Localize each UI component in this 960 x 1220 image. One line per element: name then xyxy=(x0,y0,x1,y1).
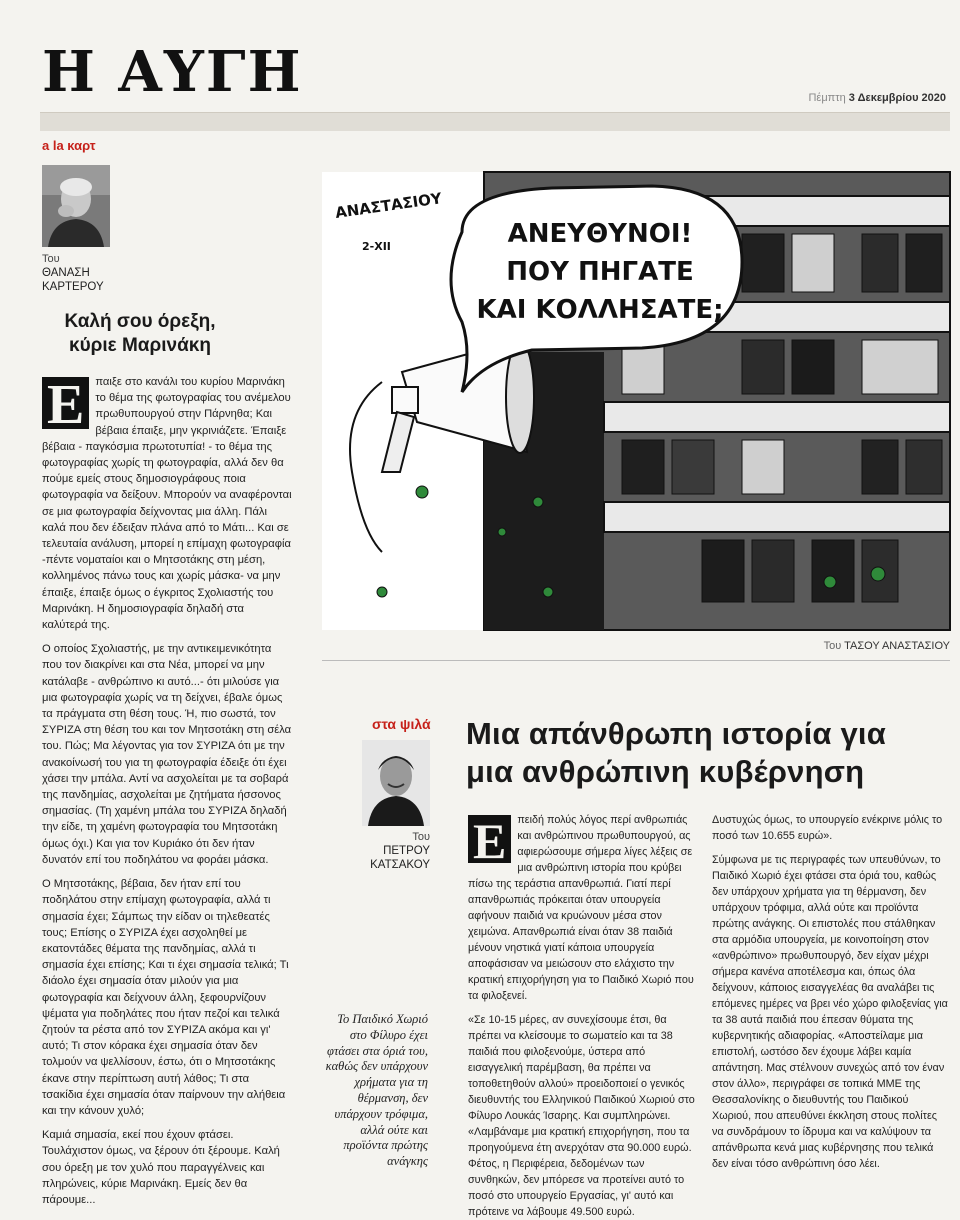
dateline-day: Πέμπτη xyxy=(808,92,846,104)
cartoon xyxy=(322,172,950,630)
headline-left-line2: κύριε Μαρινάκη xyxy=(69,335,211,356)
author-first-name: ΠΕΤΡΟΥ xyxy=(383,845,430,857)
article-right-col1 xyxy=(468,812,696,1218)
paragraph: παιξε στο κανάλι του κυρίου Μαρινάκη το θέμα της φωτογραφίας του ανέμελου πρωθυπουργού στην Πάρνηθα; Και βέβαια έπαιξε, μην γκρινιάζετε. Έπαιξε βέβαια - παγκόσμια πρωτοτυπία! - το θέμα της φωτογραφίας χωρίς τη φωτογραφία, αλλά δεν θα πούμε εμείς στους δημοσιογράφους ποια φωτογραφία να δείξουν. Μπορούν να αναφέρονται σε μια φωτογραφία δείχνοντας μια άλλη. Πάλι καλά που δεν έδειξαν πλάνα από το Μάτι... Και σε τελευταία ανάλυση, μπορεί η επίμαχη φωτογραφία -πέντε νοματαίοι και ο Μητσοτάκης στη μέση, κολλημένος πάνω τους και χωρίς μάσκα- να μην έπαιξε, έπαιξε όμως ο έγκριτος Σχολιαστής του Μαρινάκη. Η δημοσιογραφία δηλαδή στα καλύτερά της. xyxy=(42,376,292,632)
paragraph: Ο Μητσοτάκης, βέβαια, δεν ήταν επί του ποδηλάτου στην επίμαχη φωτογραφία, αλλά τι σημασία έχει; Σάμπως την είδαν οι τηλεθεατές τους; Επίσης ο ΣΥΡΙΖΑ έχει ασχοληθεί με εκατοντάδες θέματα της πανδημίας, αλλά τι σημασία έχει επίσης; Και τι έχει σημασία τελικά; Τι διάολο έχει σημασία όταν μιλούν για μια φωτογραφία και δείχνουν άλλη, ξεφουρνίζουν ψέματα για ποδηλάτες που ήταν πεζοί και τελικά ζητούν τα ρέστα από τον ΣΥΡΙΖΑ ακόμα και γι' αυτό; Τι στον κόρακα έχει σημασία όταν δεν τολμούν να ψελλίσουν, έστω, ότι ο Μητσοτάκης έκανε στην περίπτωση αυτή λάθος; Τι στα τσακίδια έχει σημασία όταν παίρνουν την αλήθεια και την κάνουν χυλό; xyxy=(42,878,289,1117)
pull-quote: Το Παιδικό Χωριό στο Φίλυρο έχει φτάσει στα όριά του, καθώς δεν υπάρχουν χρήματα για τη θέρμανση, δεν υπάρχουν τρόφιμα, αλλά ούτε και προϊόντα πρώτης ανάγκης xyxy=(325,1012,428,1169)
masthead-bar xyxy=(40,112,950,131)
section-tag-sta-psila: στα ψιλά xyxy=(372,716,431,732)
paragraph: Δυστυχώς όμως, το υπουργείο ενέκρινε μόλις το ποσό των 10.655 ευρώ». xyxy=(712,814,943,842)
author-last-name: ΚΑΡΤΕΡΟΥ xyxy=(42,281,104,293)
headline-left-line1: Καλή σου όρεξη, xyxy=(64,311,216,332)
headline-right xyxy=(466,715,946,791)
author-last-name: ΚΑΤΣΑΚΟΥ xyxy=(370,859,430,871)
cartoon-drawing xyxy=(322,172,950,630)
dropcap-right: Ε xyxy=(468,815,511,863)
portrait-image xyxy=(42,165,110,247)
section-tag-a-la-kart: a la καρτ xyxy=(42,138,96,153)
paragraph: «Σε 10-15 μέρες, αν συνεχίσουμε έτσι, θα πρέπει να κλείσουμε το σωματείο και τα 38 παιδιά που φιλοξενούμε, ύστερα από εισαγγελική παρέμβαση, θα πρέπει να τοποθετηθούν αλλού» προειδοποιεί ο γενικός διευθυντής του Ελληνικού Παιδικού Χωριού στο Φίλυρο Λουκάς Ίσαρης. Και συμπληρώνει. «Λαμβάναμε μια κρατική επιχορήγηση, που τα προηγούμενα έτη ανερχόταν στα 90.000 ευρώ. Φέτος, η Περιφέρεια, δεδομένων των συνθηκών, δεν μπόρεσε να προτείνει αυτό το ποσό στο υπουργείο Εργασίας, γι' αυτό και πρότεινε να λάβουμε 49.500 ευρώ. xyxy=(468,1014,695,1218)
dateline xyxy=(808,92,946,104)
headline-left xyxy=(0,310,280,358)
dropcap-left: Ε xyxy=(42,377,89,429)
author-photo-karteros xyxy=(42,165,110,247)
author-first-name: ΘΑΝΑΣΗ xyxy=(42,267,90,279)
byline-prefix: Του xyxy=(412,831,430,843)
article-right-col2 xyxy=(712,812,948,1182)
cartoon-credit xyxy=(824,640,950,652)
paragraph: Καμιά σημασία, εκεί που έχουν φτάσει. Τουλάχιστον όμως, να ξέρουν ότι ξέρουμε. Καλή σου όρεξη με τον χυλό που παραγγέλνεις και πληρώνεις, κύριε Μαρινάκη. Εμείς δεν θα πάρουμε... xyxy=(42,1129,280,1206)
newspaper-masthead: Η ΑΥΓΗ xyxy=(42,39,303,105)
headline-right-line2: μια ανθρώπινη κυβέρνηση xyxy=(466,754,865,789)
credit-name: ΤΑΣΟΥ ΑΝΑΣΤΑΣΙΟΥ xyxy=(844,640,950,652)
author-photo-katsakos xyxy=(362,740,430,826)
bubble-text-line2: ΠΟΥ ΠΗΓΑΤΕ xyxy=(506,257,694,287)
paragraph: πειδή πολύς λόγος περί ανθρωπιάς και ανθρώπινου πρωθυπουργού, ας αφιερώσουμε σήμερα λίγες λέξεις σε μια ανθρώπινη ιστορία που κρύβει πίσω της τεράστια απανθρωπιά. Γιατί περί απανθρωπιάς πρόκειται όταν υπουργεία αφήνουν παιδιά να κρυώνουν μέσα στον χειμώνα. Απανθρωπιά είναι όταν 38 παιδιά μένουν νηστικά γιατί κάποια υπουργεία αποφάσισαν να μειώσουν στο ελάχιστο την κρατική επιχορήγηση για το Παιδικό Χωριό που τα φιλοξενεί. xyxy=(468,814,694,1002)
headline-right-line1: Μια απάνθρωπη ιστορία για xyxy=(466,716,886,751)
dateline-date: 3 Δεκεμβρίου 2020 xyxy=(848,92,946,104)
byline-katsakos xyxy=(362,830,430,872)
portrait-image xyxy=(362,740,430,826)
paragraph: Σύμφωνα με τις περιγραφές των υπευθύνων, το Παιδικό Χωριό έχει φτάσει στα όριά του, καθώς δεν υπάρχουν χρήματα για τη θέρμανση, δεν υπάρχουν τρόφιμα, αλλά ούτε και προϊόντα πρώτης ανάγκης. Οι επιστολές που στάλθηκαν στα αρμόδια υπουργεία, με κοινοποίηση στον «ανθρώπινο» πρωθυπουργό, δεν είχαν μέχρι σήμερα κανένα αποτέλεσμα και, όπως όλα δείχνουν, κάποιος εισαγγελέας θα αναλάβει τις επόμενες ημέρες να βρει νέο χώρο φιλοξενίας για τα 38 αυτά παιδιά που έπεσαν θύματα της κυβερνητικής αδιαφορίας. «Αποστείλαμε μια επιστολή, ωστόσο δεν έχουμε λάβει καμία απάντηση. Μας στέλνουν συνεχώς από τον έναν στον άλλο», περιγράφει σε τοπικά ΜΜΕ της Θεσσαλονίκης ο διευθυντής του Παιδικού Χωριού, που απευθύνει έκκληση στους πολίτες να συνδράμουν το ίδρυμα και να καλύψουν τα απάνθρωπα κενά μιας κυβέρνησης που τελικά δεν είναι τόσο ανθρώπινη όσο λέει. xyxy=(712,854,948,1170)
byline-prefix: Του xyxy=(42,253,60,265)
cartoonist-signature: ΑΝΑΣΤΑΣΙΟΥ xyxy=(334,189,443,222)
column-left-body xyxy=(42,374,292,1206)
signature-date: 2-ΧΙΙ xyxy=(362,240,391,253)
divider xyxy=(322,660,950,661)
bubble-text-line1: ΑΝΕΥΘΥΝΟΙ! xyxy=(507,219,693,249)
credit-prefix: Του xyxy=(823,640,842,652)
paragraph: Ο οποίος Σχολιαστής, με την αντικειμενικότητα που τον διακρίνει και στα Νέα, μπορεί να μην κατάλαβε - ανθρώπινο κι αυτό...- ότι μιλούσε για μια φωτογραφία χωρίς να τη δείχνει, έβαλε όμως τα πράγματα στη θέση τους. Ή, πιο σωστά, τον ΣΥΡΙΖΑ στη θέση του και τον Μητσοτάκη στη σέλα του. Πώς; Μα λέγοντας για τον ΣΥΡΙΖΑ ότι με την ανακοίνωσή του για τη φωτογραφία έδειξε ότι έχει χάσει την μπάλα. Αντί να ασχολείται με τα σοβαρά της πανδημίας, ασχολείται με ζητήματα ήσσονος σημασίας. (Τη χαμένη μπάλα του ΣΥΡΙΖΑ δηλαδή την είδε, τη χαμένη φωτογραφία του Μητσοτάκη όμως όχι.) Και για τον Κυριάκο ότι δεν ήταν δυνατόν επί του ποδηλάτου να φοράει μάσκα. xyxy=(42,643,292,866)
bubble-text-line3: ΚΑΙ ΚΟΛΛΗΣΑΤΕ; xyxy=(476,295,724,325)
byline-karteros xyxy=(42,252,104,294)
